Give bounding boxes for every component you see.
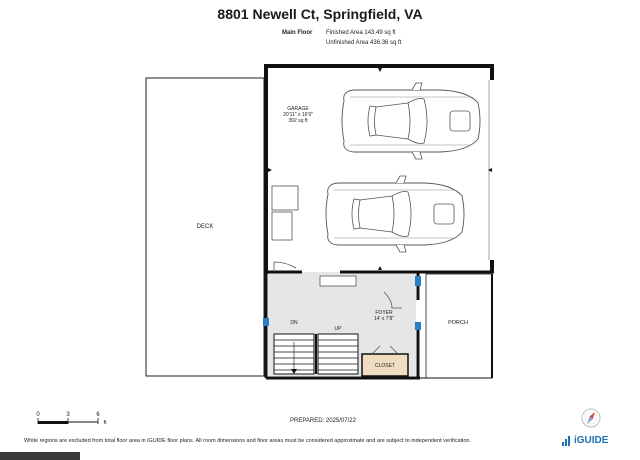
floor-name: Main Floor bbox=[282, 30, 313, 36]
prepared-date: PREPARED: 2025/07/22 bbox=[290, 418, 356, 424]
finished-area: Finished Area 143.49 sq ft bbox=[326, 30, 396, 36]
scale-unit: ft bbox=[103, 420, 107, 426]
scale-tick-3: 3 bbox=[66, 412, 70, 418]
garage-area: 392 sq ft bbox=[288, 118, 308, 124]
car-icon bbox=[326, 176, 464, 252]
stairs-up-label: UP bbox=[334, 326, 342, 332]
brand-name: iGUIDE bbox=[574, 435, 609, 446]
porch-label: PORCH bbox=[448, 320, 468, 326]
scale-bar bbox=[36, 412, 107, 426]
iguide-logo-icon bbox=[562, 436, 572, 446]
garage-dimensions: 20'11" x 16'9" bbox=[283, 112, 313, 118]
stairs-down-label: DN bbox=[290, 320, 298, 326]
unfinished-area: Unfinished Area 436.36 sq ft bbox=[326, 40, 402, 46]
window-marker bbox=[415, 322, 421, 330]
porch-area bbox=[426, 274, 492, 378]
garage-cabinet bbox=[272, 186, 298, 210]
disclaimer-text: White regions are excluded from total floor area in iGUIDE floor plans. All room dimensions and floor areas must be considered approximate and are subject to independent verification. bbox=[24, 438, 471, 444]
brand-logo bbox=[562, 435, 608, 446]
deck-label: DECK bbox=[196, 224, 214, 230]
garage-shelf bbox=[272, 212, 292, 240]
garage-entry-step bbox=[320, 276, 356, 286]
page-title: 8801 Newell Ct, Springfield, VA bbox=[217, 6, 423, 22]
scale-tick-0: 0 bbox=[36, 412, 40, 418]
foyer-dimensions: 14' x 7'8" bbox=[373, 316, 395, 322]
foyer-label: FOYER bbox=[375, 310, 393, 316]
staircase bbox=[274, 334, 358, 374]
scale-tick-6: 6 bbox=[96, 412, 100, 418]
window-marker bbox=[415, 276, 421, 286]
watermark-strip bbox=[0, 452, 80, 460]
compass-icon bbox=[582, 409, 600, 427]
car-icon bbox=[342, 83, 480, 159]
window-marker bbox=[263, 318, 269, 326]
garage-label: GARAGE bbox=[287, 106, 309, 112]
closet-label: CLOSET bbox=[374, 363, 396, 369]
